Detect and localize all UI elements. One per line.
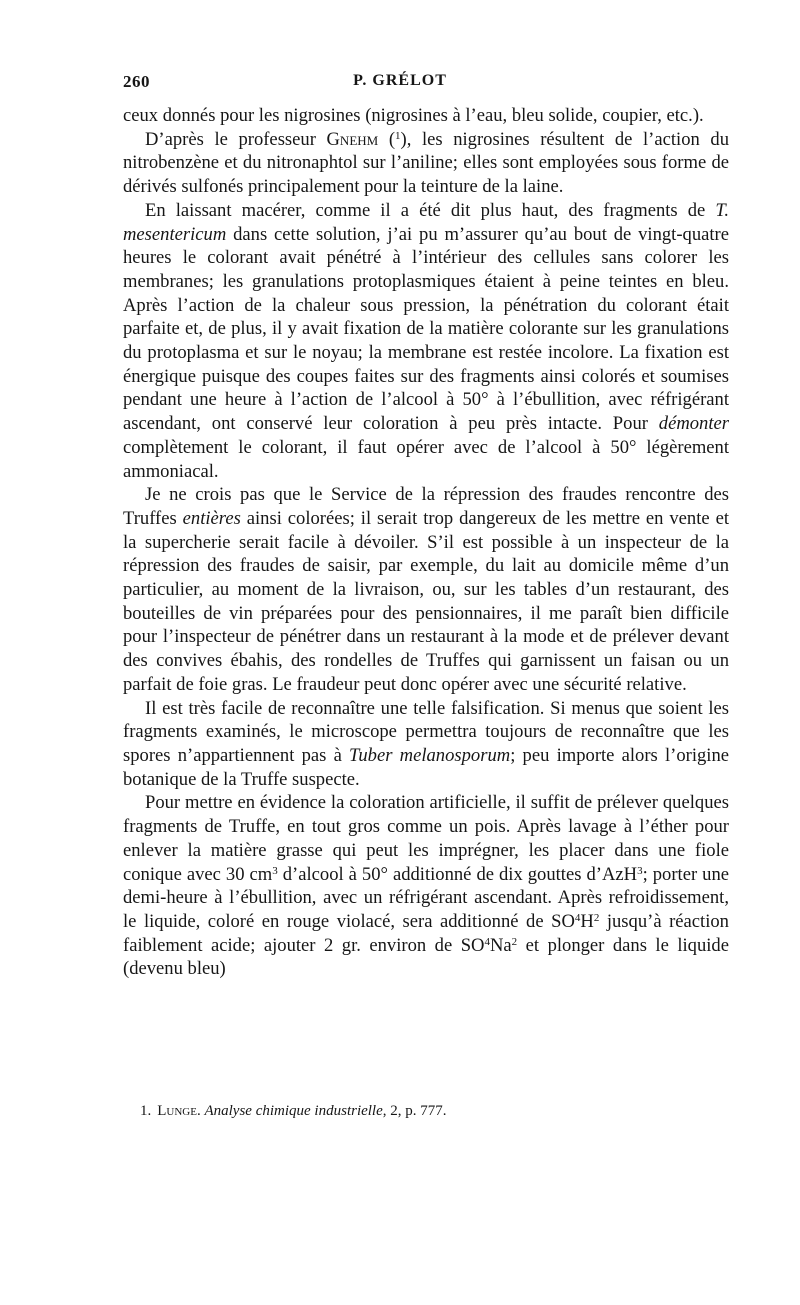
paragraph-1-text: ceux donnés pour les nigrosines (nigrosines à l’eau, bleu solide, coupier, etc.). xyxy=(123,105,704,126)
paragraph-6-text-f: Na xyxy=(489,934,512,956)
superscript: 4 xyxy=(574,911,581,924)
footnote-separator: . xyxy=(196,1103,205,1119)
superscript: 2 xyxy=(511,935,518,948)
emphasis-word: démonter xyxy=(658,413,729,435)
paragraph-1 xyxy=(123,104,729,128)
paragraph-4 xyxy=(123,483,729,696)
paragraph-4-text-a: Je ne crois pas que le Service de la répression des fraudes rencontre des Truffes xyxy=(123,484,729,529)
paragraph-3-text-a: En laissant macérer, comme il a été dit plus haut, des fragments de xyxy=(145,199,716,221)
footnote-rest: , 2, p. 777. xyxy=(382,1103,447,1119)
paragraph-3-text-c: complètement le colorant, il faut opérer avec de l’alcool à 50° légèrement ammoniacal. xyxy=(123,436,729,482)
paragraph-6 xyxy=(123,791,729,981)
paragraph-6-text-e: jusqu’à réaction faiblement acide; ajouter 2 gr. environ de SO xyxy=(123,910,729,956)
paragraph-2-text-b: , les nigrosines résultent de l’action du nitrobenzène et du nitronaphtol sur l’aniline; elles sont employées sous forme de dérivés sulfonés principalement pour la teinture de la laine. xyxy=(123,128,729,198)
paragraph-6-text-g: et plonger dans le liquide (devenu bleu) xyxy=(123,934,729,980)
paragraph-6-text-d: H xyxy=(580,910,594,932)
species-name: Tuber melanosporum xyxy=(349,744,511,766)
paragraph-6-text-a: Pour mettre en évidence la coloration artificielle, il suffit de prélever quelques fragments de Truffe, en tout gros comme un pois. Après lavage à l’éther pour enlever la matière grasse qui peut les imprégner, les placer dans une fiole conique avec 30 cm xyxy=(123,792,729,885)
footnote-number: 1. xyxy=(140,1103,152,1119)
paragraph-2-text-a: D’après le professeur xyxy=(145,128,327,150)
footnote-title: Analyse chimique industrielle xyxy=(204,1103,383,1119)
footnote-author: Lunge xyxy=(157,1103,197,1119)
running-head: P. GRÉLOT xyxy=(353,72,447,89)
superscript: 3 xyxy=(272,864,278,877)
superscript: 4 xyxy=(484,935,490,948)
paragraph-5 xyxy=(123,697,729,792)
emphasis-word: entières xyxy=(182,507,241,529)
paragraph-3 xyxy=(123,199,729,483)
footnote xyxy=(140,1102,730,1120)
body-text xyxy=(123,104,729,981)
paragraph-6-text-c: ; porter une demi-heure à l’ébullition, avec un réfrigérant ascendant. Après refroidissement, le liquide, coloré en rouge violacé, sera additionné de SO xyxy=(123,863,729,932)
paragraph-2: D’après le professeur Gnehm ($^1$), les nigrosines résultent de l’action du nitrobenzène et du nitronaphtol sur l’aniline; elles sont employées sous forme de dérivés sulfonés principalement pour la teinture de la laine. xyxy=(123,128,729,198)
paragraph-5-text-b: ; peu importe alors l’origine botanique de la Truffe suspecte. xyxy=(123,744,730,790)
paragraph-3-text-b: dans cette solution, j’ai pu m’assurer qu’au bout de vingt-quatre heures le colorant avait pénétré à l’intérieur des cellules sans colorer les membranes; les granulations protoplasmiques étaient à peine teintes en bleu. Après l’action de la chaleur sous pression, la pénétration du colorant était parfaite et, de plus, il y avait fixation de la matière colorante sur les granulations du protoplasma et sur le noyau; la membrane est restée incolore. La fixation est énergique puisque des coupes faites sur des fragments ainsi colorés et soumises pendant une heure à l’action de l’alcool à 50° à l’ébullition, avec réfrigérant ascendant, ont conservé leur coloration à peu près intacte. Pour xyxy=(123,223,729,435)
page-number: 260 xyxy=(123,72,150,91)
superscript: 2 xyxy=(593,911,600,924)
paragraph-5-text-a: Il est très facile de reconnaître une telle falsification. Si menus que soient les fragments examinés, le microscope permettra toujours de reconnaître que les spores n’appartiennent pas à xyxy=(123,697,729,766)
author-name: Gnehm xyxy=(326,128,379,150)
superscript: 3 xyxy=(637,864,643,877)
footnote-ref: 1 xyxy=(395,129,401,142)
paragraph-4-text-b: ainsi colorées; il serait trop dangereux de les mettre en vente et la supercherie serait facile à dévoiler. S’il est possible à un inspecteur de la répression des fraudes de saisir, par exemple, du lait au domicile même d’un particulier, au moment de la livraison, ou, sur les tables d’un restaurant, des bouteilles de vin préparées pour des pensionnaires, il me paraît bien difficile pour l’inspecteur de pénétrer dans un restaurant à la mode et de prélever devant des convives ébahis, des rondelles de Truffes qui garnissent un faisan ou un parfait de foie gras. Le fraudeur peut donc opérer avec une sécurité relative. xyxy=(123,507,729,695)
paragraph-6-text-b: d’alcool à 50° additionné de dix gouttes d’AzH xyxy=(277,863,638,885)
species-name: T. mesentericum xyxy=(123,199,729,245)
